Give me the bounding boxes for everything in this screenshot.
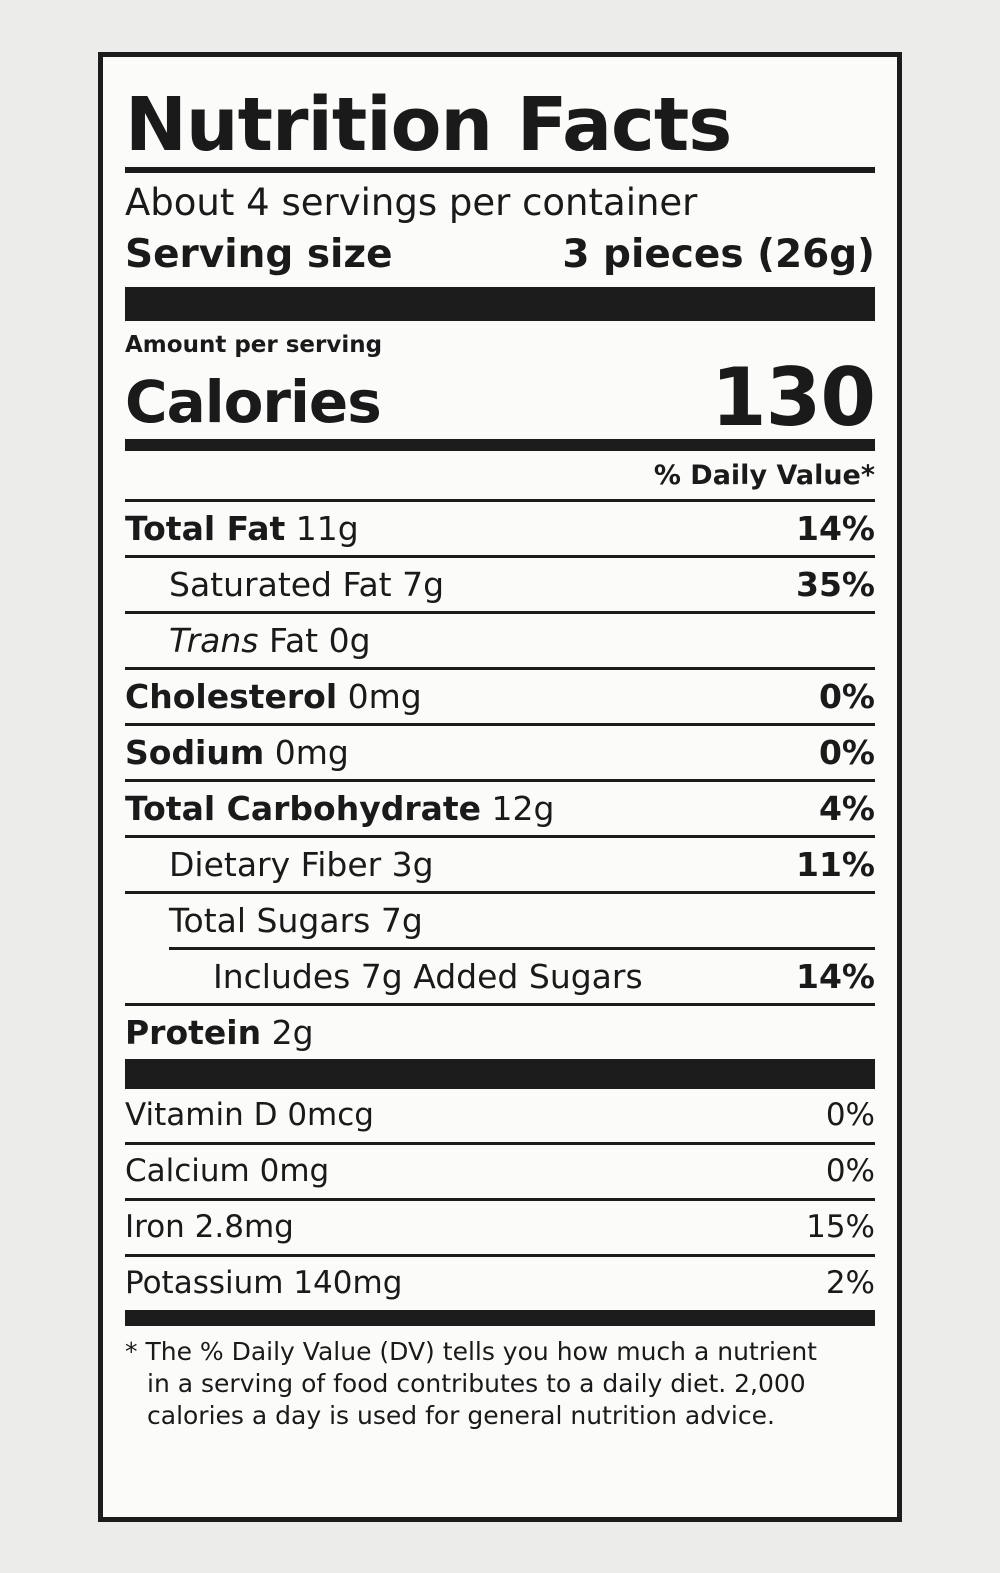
row-total-sugars [125, 894, 875, 947]
divider-thick-footnote [125, 1310, 875, 1326]
dietary-fiber-label: Dietary Fiber 3g [169, 845, 434, 884]
sodium-amount: 0mg [264, 733, 349, 772]
panel-title: Nutrition Facts [125, 82, 732, 168]
vitamin-d-label: Vitamin D 0mcg [125, 1097, 374, 1133]
row-iron [125, 1201, 875, 1254]
sodium-label: Sodium [125, 733, 265, 772]
footnote [125, 1326, 875, 1432]
dietary-fiber-dv: 11% [796, 845, 875, 884]
saturated-fat-label: Saturated Fat 7g [169, 565, 445, 604]
row-added-sugars [125, 950, 875, 1003]
servings-per-container: About 4 servings per container [125, 181, 698, 224]
footnote-line-2: in a serving of food contributes to a daily diet. 2,000 [147, 1369, 806, 1398]
row-vitamin-d [125, 1089, 875, 1142]
row-sodium [125, 726, 875, 779]
vitamin-d-dv: 0% [825, 1097, 875, 1133]
row-potassium [125, 1257, 875, 1310]
total-carbohydrate-label: Total Carbohydrate [125, 789, 482, 828]
added-sugars-dv: 14% [796, 957, 875, 996]
serving-size-value: 3 pieces (26g) [562, 232, 875, 277]
row-calcium [125, 1145, 875, 1198]
cholesterol-dv: 0% [818, 677, 875, 716]
trans-fat-italic: Trans [169, 621, 259, 660]
sodium-dv: 0% [818, 733, 875, 772]
amount-per-serving-label: Amount per serving [125, 332, 383, 358]
potassium-dv: 2% [825, 1265, 875, 1301]
total-sugars-label: Total Sugars 7g [169, 901, 423, 940]
total-fat-label: Total Fat [125, 509, 286, 548]
trans-fat-rest: Fat 0g [258, 621, 371, 660]
calories-row [125, 351, 875, 444]
cholesterol-amount: 0mg [337, 677, 422, 716]
footnote-line-1: * The % Daily Value (DV) tells you how much a nutrient [125, 1337, 817, 1366]
row-saturated-fat [125, 558, 875, 611]
serving-size-label: Serving size [125, 232, 393, 277]
cholesterol-label: Cholesterol [125, 677, 338, 716]
serving-size-row [125, 229, 875, 287]
footnote-line-3: calories a day is used for general nutrition advice. [147, 1401, 775, 1430]
calcium-dv: 0% [825, 1153, 875, 1189]
row-total-carbohydrate [125, 782, 875, 835]
total-carbohydrate-amount: 12g [481, 789, 555, 828]
total-carbohydrate-dv: 4% [818, 789, 875, 828]
divider-thick-top [125, 287, 875, 321]
potassium-label: Potassium 140mg [125, 1265, 403, 1301]
row-dietary-fiber [125, 838, 875, 891]
iron-dv: 15% [806, 1209, 875, 1245]
calcium-label: Calcium 0mg [125, 1153, 330, 1189]
calories-label: Calories [125, 368, 381, 436]
total-fat-dv: 14% [796, 509, 875, 548]
calories-value: 130 [711, 351, 875, 444]
added-sugars-label: Includes 7g Added Sugars [213, 957, 643, 996]
total-fat-amount: 11g [285, 509, 359, 548]
protein-label: Protein [125, 1013, 262, 1052]
row-total-fat [125, 502, 875, 555]
protein-amount: 2g [261, 1013, 314, 1052]
nutrition-facts-panel [98, 52, 902, 1522]
saturated-fat-dv: 35% [796, 565, 875, 604]
row-protein [125, 1006, 875, 1059]
row-cholesterol [125, 670, 875, 723]
row-trans-fat [125, 614, 875, 667]
divider-thick-vitamins [125, 1059, 875, 1089]
daily-value-header: % Daily Value* [653, 460, 875, 491]
iron-label: Iron 2.8mg [125, 1209, 294, 1245]
